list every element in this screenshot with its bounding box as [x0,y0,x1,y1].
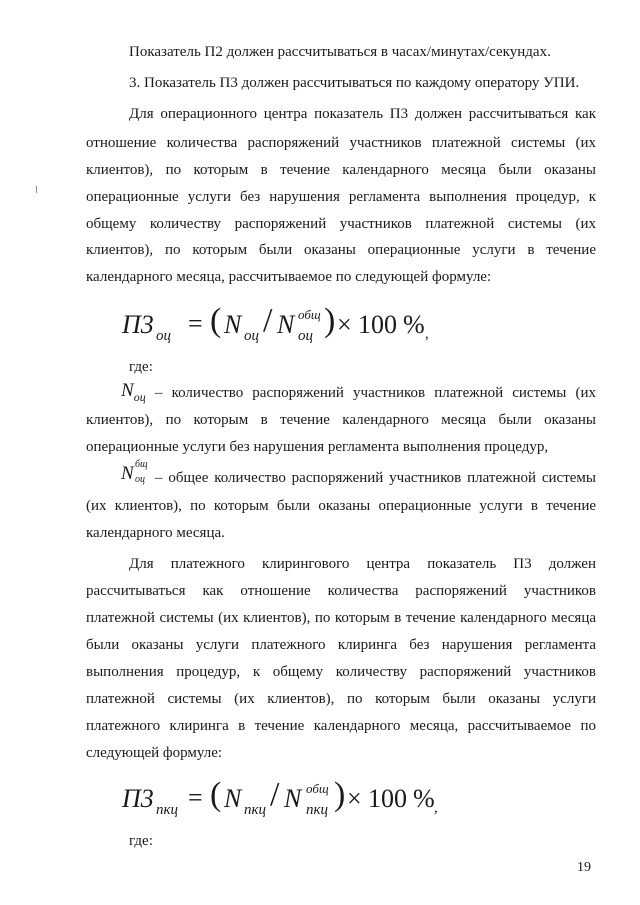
def-var: N [121,463,134,484]
text-line: (их клиентов), по которым были оказаны операционные услуги в течение [86,498,596,514]
formula-n2: N [284,784,302,813]
formula-lhs: П3 [122,784,154,813]
formula-percent: % [403,310,425,339]
def-var: N [121,380,134,401]
text-line: Для операционного центра показатель П3 должен рассчитываться как [129,106,596,122]
formula-lhs-sub: пкц [156,802,179,818]
formula-n2-sup: общ [298,307,321,322]
text-line: операционные услуги без нарушения регламента выполнения процедур, [86,439,549,455]
text-line: календарного месяца. [86,525,225,541]
formula-eq: = [188,309,203,338]
formula-p3-pkc [122,776,452,830]
formula-n2-sub: оц [298,328,313,344]
formula-lhs: П3 [122,310,154,339]
text-line: платежной системы (их клиентов), по которым в течение календарного месяца [86,610,596,626]
formula-lparen: ( [210,776,222,813]
def-var-sup: бщ [135,459,148,470]
formula-hundred: 100 [358,310,397,339]
formula-comma: , [434,800,438,816]
text-line: Для платежного клирингового центра показатель П3 должен [129,556,596,572]
formula-n1: N [224,310,242,339]
text-line: клиентов), по которым в течение календарного месяца были оказаны [86,162,596,178]
text-line: Показатель П2 должен рассчитываться в часах/минутах/секундах. [129,44,551,60]
margin-mark [36,186,37,193]
formula-comma: , [425,326,429,342]
formula-n2-sup: общ [306,781,329,796]
def-var-n-oc [121,380,146,402]
formula-rparen: ) [334,776,346,813]
formula-times: × [347,784,362,813]
formula-n1-sub: пкц [244,802,267,818]
formula-n1-sub: оц [244,328,259,344]
text-line: рассчитываться как отношение количества распоряжений участников [86,583,596,599]
formula-n2: N [277,310,295,339]
where-label: где: [129,359,153,375]
formula-slash: / [270,776,280,813]
page-number: 19 [577,860,591,875]
where-label: где: [129,833,153,849]
formula-slash: / [263,302,273,339]
text-line: календарного месяца, рассчитываемое по следующей формуле: [86,269,492,285]
text-line: отношение количества распоряжений участников платежной системы (их [86,135,596,151]
formula-hundred: 100 [368,784,407,813]
formula-lhs-sub: оц [156,328,171,344]
text-line: клиентов), по которым в течение календарного месяца были оказаны [86,412,596,428]
text-line: – количество распоряжений участников платежной системы (их [155,385,596,401]
formula-n1: N [224,784,242,813]
text-line: операционные услуги без нарушения регламента выполнения процедур, к [86,189,596,205]
text-line: следующей формуле: [86,745,223,761]
text-line: выполнения процедур, к общему количеству распоряжений участников [86,664,596,680]
text-line: были оказаны услуги платежного клиринга без нарушения регламента [86,637,596,653]
text-line: платежного клиринга в течение календарного месяца, рассчитываемое по [86,718,596,734]
formula-rparen: ) [324,302,336,339]
formula-eq: = [188,783,203,812]
text-line: клиентов), по которым были оказаны операционные услуги в течение [86,242,596,258]
def-var-n-total-oc [121,461,151,487]
formula-n2-sub: пкц [306,802,329,818]
formula-percent: % [413,784,435,813]
text-line: общему количеству распоряжений участников платежной системы (их [86,216,596,232]
text-line: 3. Показатель П3 должен рассчитываться по каждому оператору УПИ. [129,75,580,91]
def-var-sub: оц [133,390,146,404]
text-line: – общее количество распоряжений участников платежной системы [155,470,596,486]
def-var-sub: оц [135,474,145,485]
text-line: платежной системы (их клиентов), по которым были оказаны услуги [86,691,596,707]
formula-p3-oc [122,302,442,356]
formula-lparen: ( [210,302,222,339]
formula-times: × [337,310,352,339]
